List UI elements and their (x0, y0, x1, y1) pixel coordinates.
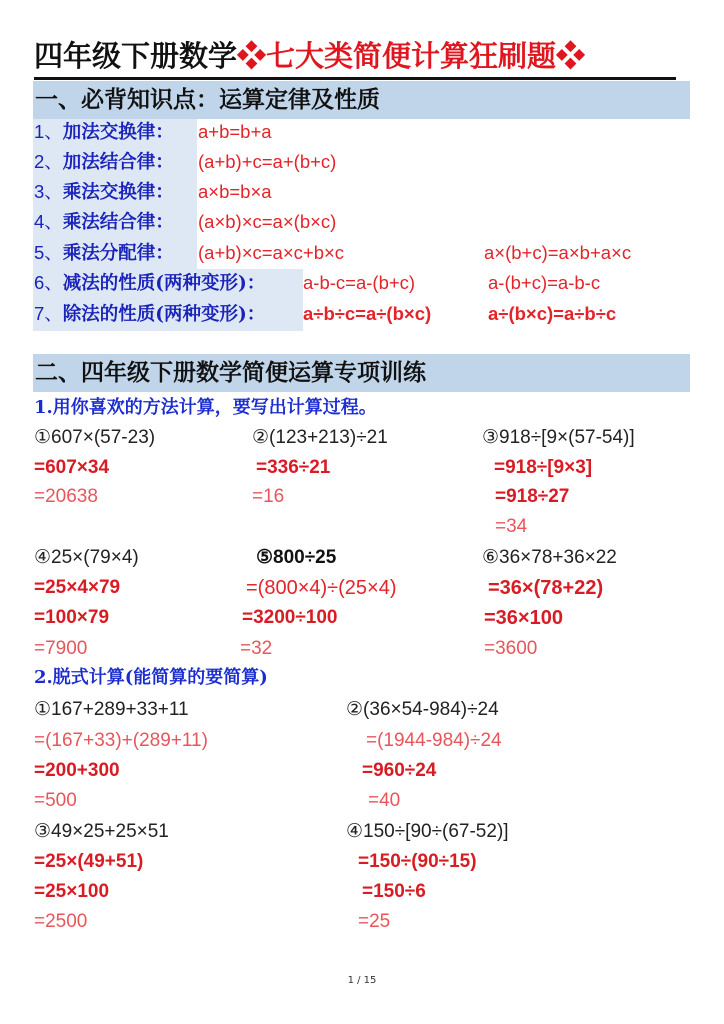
law-item-7: 7、除法的性质(两种变形)： (34, 303, 266, 325)
problem-2-2: ②(36×54-984)÷24 (346, 699, 499, 720)
problem-1-2-step1: =336÷21 (256, 457, 331, 478)
law-formula-3: a×b=b×a (198, 181, 272, 202)
law-formula-1: a+b=b+a (198, 121, 272, 142)
problem-1-1-step1: =607×34 (34, 457, 110, 478)
problem-2-1-step2: =200+300 (34, 760, 120, 781)
problem-1-3: ③918÷[9×(57-54)] (482, 427, 635, 448)
problem-1-6-step1: =36×(78+22) (488, 577, 604, 599)
law-formula-5b: a×(b+c)=a×b+a×c (484, 242, 632, 263)
part2-instruction: 2.脱式计算(能简算的要简算) (34, 667, 268, 688)
problem-2-4-step3: =25 (358, 911, 391, 932)
problem-2-3-step3: =2500 (34, 911, 88, 932)
law-item-4: 4、乘法结合律： (34, 211, 174, 233)
law-formula-4: (a×b)×c=a×(b×c) (198, 211, 337, 232)
law-formula-2: (a+b)+c=a+(b+c) (198, 151, 337, 172)
problem-1-4: ④25×(79×4) (34, 547, 139, 568)
part1-instruction: 1.用你喜欢的方法计算，要写出计算过程。 (34, 397, 377, 418)
problem-1-6-step2: =36×100 (484, 607, 563, 629)
law-item-6: 6、减法的性质(两种变形)： (34, 272, 266, 294)
title-underline (34, 77, 676, 80)
problem-2-1-step3: =500 (34, 790, 77, 811)
section2-header (33, 354, 690, 392)
problem-2-1-step1: =(167+33)+(289+11) (34, 730, 208, 751)
problem-1-5-step3: =32 (240, 638, 273, 659)
problem-2-4: ④150÷[90÷(67-52)] (346, 821, 509, 842)
section1-heading: 一、必背知识点：运算定律及性质 (35, 86, 380, 113)
title-main: 四年级下册数学 (34, 39, 238, 73)
law-item-3: 3、乘法交换律： (34, 181, 174, 203)
problem-1-1: ①607×(57-23) (34, 427, 156, 448)
problem-1-5: ⑤800÷25 (256, 547, 337, 568)
law-formula-7a: a÷b÷c=a÷(b×c) (303, 303, 432, 324)
law-formula-7b: a÷(b×c)=a÷b÷c (488, 303, 617, 324)
problem-1-2-step2: =16 (252, 486, 285, 507)
problem-2-3: ③49×25+25×51 (34, 821, 169, 842)
problem-2-3-step1: =25×(49+51) (34, 851, 144, 872)
problem-1-6-step3: =3600 (484, 638, 538, 659)
law-item-5: 5、乘法分配律： (34, 242, 174, 264)
problem-2-2-step2: =960÷24 (362, 760, 437, 781)
problem-1-4-step3: =7900 (34, 638, 88, 659)
problem-2-2-step1: =(1944-984)÷24 (366, 730, 502, 751)
problem-1-3-step3: =34 (495, 516, 528, 537)
problem-2-3-step2: =25×100 (34, 881, 110, 902)
law-formula-6b: a-(b+c)=a-b-c (488, 272, 601, 293)
page-title (34, 36, 585, 76)
problem-2-2-step3: =40 (368, 790, 401, 811)
problem-1-3-step1: =918÷[9×3] (494, 457, 593, 478)
problem-1-3-step2: =918÷27 (495, 486, 570, 507)
problem-1-1-step2: =20638 (34, 486, 98, 507)
problem-1-5-step2: =3200÷100 (242, 607, 338, 628)
problem-2-4-step1: =150÷(90÷15) (358, 851, 477, 872)
problem-1-2: ②(123+213)÷21 (252, 427, 388, 448)
problem-1-6: ⑥36×78+36×22 (482, 547, 617, 568)
title-sub: ❖七大类简便计算狂刷题❖ (237, 39, 586, 73)
law-formula-6a: a-b-c=a-(b+c) (303, 272, 416, 293)
section2-heading: 二、四年级下册数学简便运算专项训练 (35, 359, 426, 386)
problem-2-1: ①167+289+33+11 (34, 699, 189, 720)
law-formula-5a: (a+b)×c=a×c+b×c (198, 242, 345, 263)
law-item-2: 2、加法结合律： (34, 151, 174, 173)
section1-header (33, 81, 690, 119)
problem-1-4-step2: =100×79 (34, 607, 110, 628)
page-indicator: 1 / 15 (347, 975, 377, 986)
problem-2-4-step2: =150÷6 (362, 881, 426, 902)
law-item-1: 1、加法交换律： (34, 121, 174, 143)
problem-1-4-step1: =25×4×79 (34, 577, 121, 598)
problem-1-5-step1: =(800×4)÷(25×4) (246, 577, 397, 599)
